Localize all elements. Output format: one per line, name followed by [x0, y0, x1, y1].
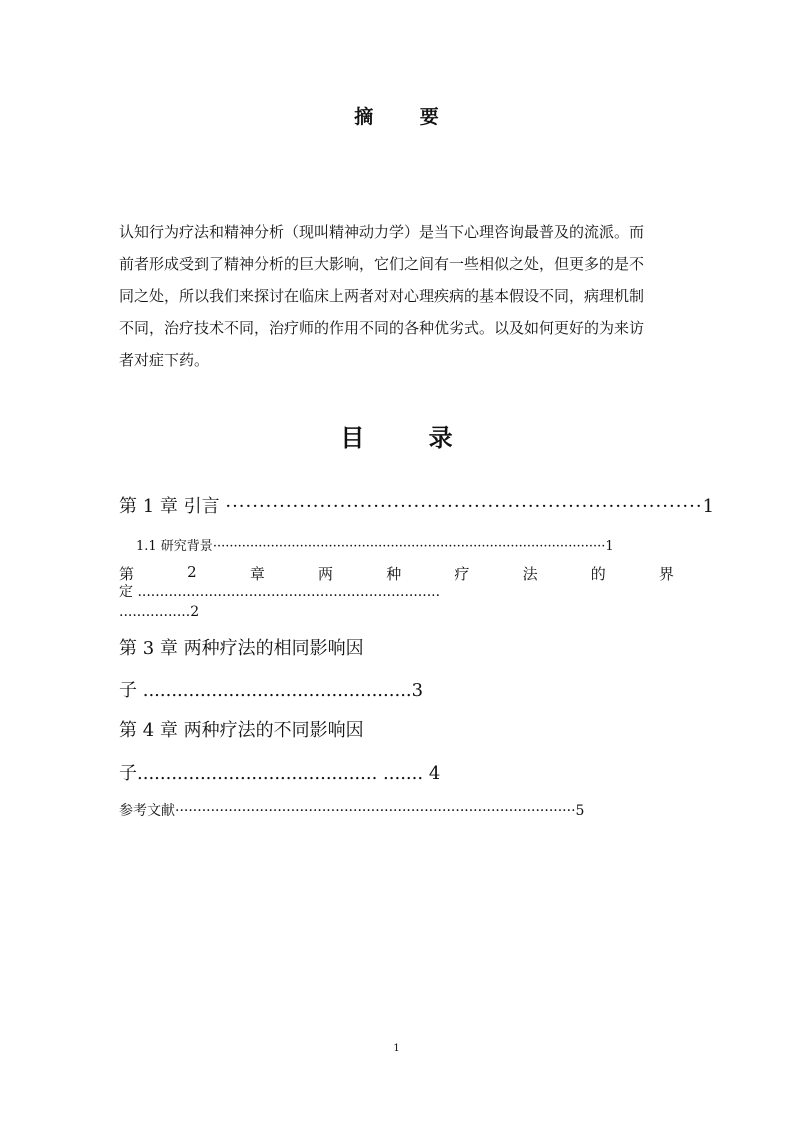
- abstract-line: 者对症下药。: [119, 351, 210, 369]
- toc-entry-chapter-2[interactable]: [119, 563, 674, 584]
- toc-leader: 子 ...............................................: [119, 680, 412, 701]
- abstract-line: 不同，治疗技术不同，治疗师的作用不同的各种优劣式。以及如何更好的为来访: [119, 319, 645, 337]
- toc-leader: ··························································································: [175, 803, 576, 819]
- toc-entry-chapter-2-leader: [119, 604, 199, 620]
- toc-char: 界: [658, 565, 674, 583]
- toc-entry-chapter-4[interactable]: 第 4 章 两种疗法的不同影响因: [119, 720, 364, 741]
- toc-char: 法: [522, 565, 538, 583]
- toc-leader: ................: [119, 604, 191, 620]
- toc-entry-chapter-2-cont: 定 ....................................................................: [119, 584, 441, 600]
- toc-leader: ·······························································································: [212, 539, 606, 554]
- abstract-body: [119, 216, 679, 376]
- toc-char: 的: [590, 565, 606, 583]
- toc-label: 1.1 研究背景: [136, 539, 213, 554]
- toc-page: 1: [605, 539, 614, 554]
- abstract-line: 同之处，所以我们来探讨在临床上两者对对心理疾病的基本假设不同，病理机制: [119, 287, 645, 305]
- abstract-line: 前者形成受到了精神分析的巨大影响，它们之间有一些相似之处，但更多的是不: [119, 255, 645, 273]
- toc-page: 2: [190, 604, 200, 620]
- abstract-title: 摘 要: [354, 106, 459, 128]
- abstract-line: 认知行为疗法和精神分析（现叫精神动力学）是当下心理咨询最普及的流派。而: [119, 223, 645, 241]
- toc-title: 目 录: [340, 423, 481, 452]
- toc-leader: ·······································································: [225, 496, 703, 517]
- toc-page: 4: [428, 763, 441, 784]
- page-number: 1: [393, 1043, 400, 1054]
- toc-leader: 子.......................................... .......: [119, 763, 429, 784]
- toc-entry-section-1-1[interactable]: [136, 535, 614, 554]
- toc-entry-references[interactable]: [119, 800, 584, 820]
- toc-label: 参考文献: [119, 803, 175, 819]
- toc-char: 疗: [454, 565, 470, 583]
- toc-entry-chapter-4-leader: [119, 759, 440, 785]
- toc-page: 3: [411, 680, 424, 701]
- toc-entry-chapter-3[interactable]: 第 3 章 两种疗法的相同影响因: [119, 638, 364, 659]
- toc-char: 2: [187, 563, 197, 581]
- toc-entry-chapter-1[interactable]: [119, 492, 714, 518]
- toc-char: 两: [318, 565, 334, 583]
- toc-char: 第: [119, 565, 135, 583]
- toc-label: 第 1 章 引言: [119, 496, 226, 517]
- toc-char: 章: [249, 565, 265, 583]
- toc-page: 5: [575, 803, 585, 819]
- toc-char: 种: [386, 565, 402, 583]
- toc-entry-chapter-3-leader: [119, 676, 423, 702]
- toc-page: 1: [702, 496, 715, 517]
